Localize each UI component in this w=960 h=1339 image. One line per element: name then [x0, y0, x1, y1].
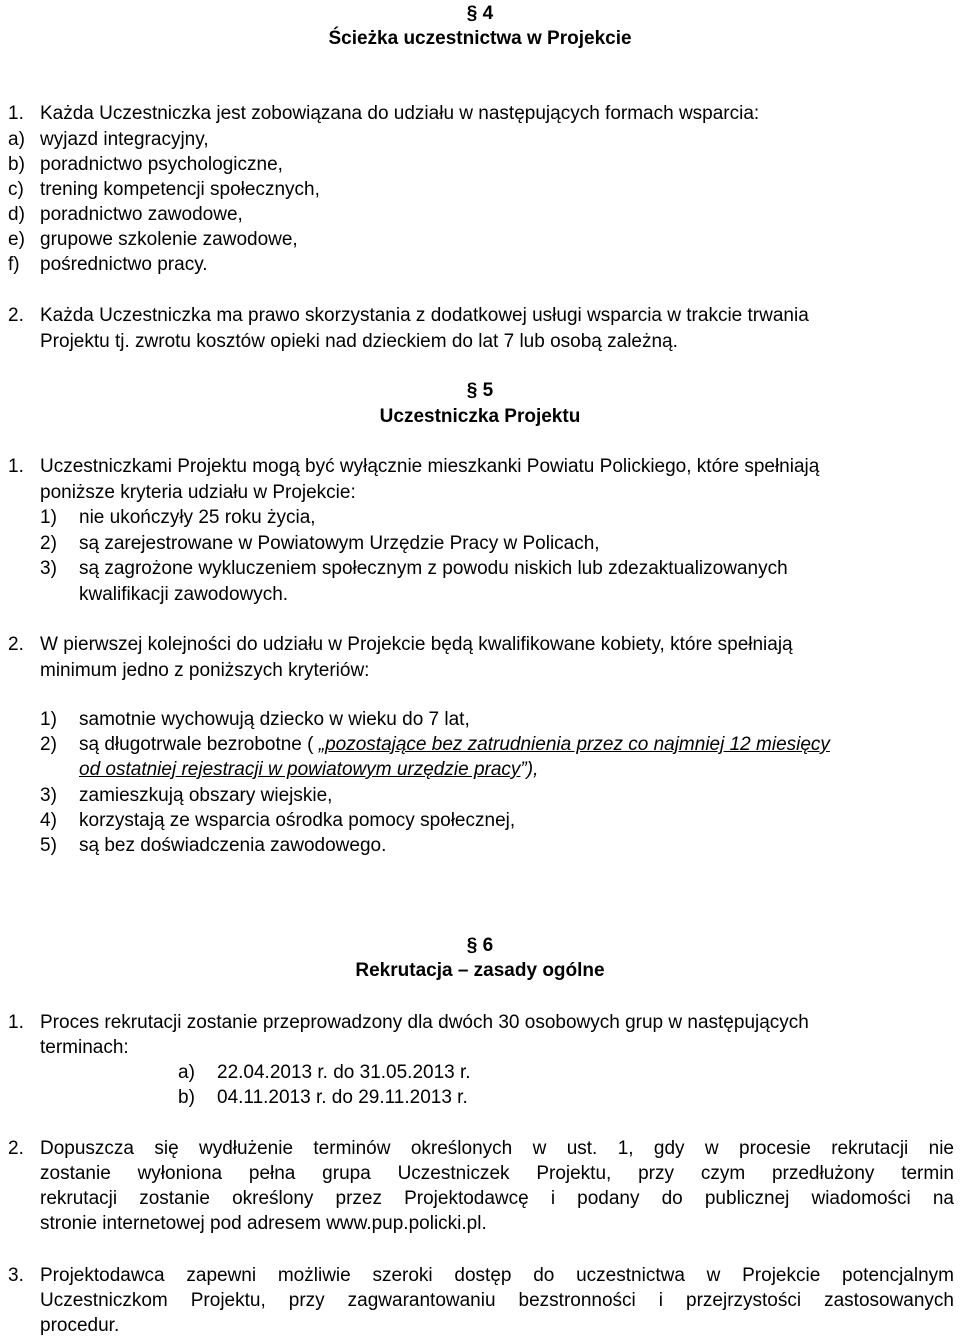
s5-p2-number: 2.: [8, 634, 24, 655]
s6-p2-line3: rekrutacji zostanie określony przez Projektodawcę i podany do publicznej wiadomości na: [40, 1188, 954, 1209]
s4-p2-line2: Projektu tj. zwrotu kosztów opieki nad dzieckiem do lat 7 lub osobą zależną.: [40, 331, 678, 352]
s6-p2-line1: Dopuszcza się wydłużenie terminów określonych w ust. 1, gdy w procesie rekrutacji nie: [40, 1138, 954, 1159]
s5-p2-line2: minimum jedno z poniższych kryteriów:: [40, 660, 370, 681]
list-item-label: 3): [40, 558, 57, 579]
section-5-title: Uczestniczka Projektu: [379, 406, 581, 427]
s6-p3-number: 3.: [8, 1265, 24, 1286]
list-item: 22.04.2013 r. do 31.05.2013 r.: [217, 1062, 471, 1083]
list-item: zamieszkują obszary wiejskie,: [79, 785, 333, 806]
list-item-text: są długotrwale bezrobotne (: [79, 734, 319, 755]
s6-p3-line3: procedur.: [40, 1315, 120, 1336]
section-5-number: § 5: [466, 380, 494, 401]
list-item-label: b): [178, 1087, 195, 1108]
list-item-label: 2): [40, 533, 57, 554]
s6-p2-line2: zostanie wyłoniona pełna grupa Uczestniczek Projektu, przy czym przedłużony termin: [40, 1163, 954, 1184]
list-item: wyjazd integracyjny,: [40, 129, 209, 150]
list-item: poradnictwo psychologiczne,: [40, 154, 283, 175]
list-item-label: 4): [40, 810, 57, 831]
list-item-label: 1): [40, 709, 57, 730]
section-6-title: Rekrutacja – zasady ogólne: [355, 960, 605, 981]
s4-p1-text: Każda Uczestniczka jest zobowiązana do udziału w następujących formach wsparcia:: [40, 103, 760, 124]
list-item-label: b): [8, 154, 25, 175]
s6-p3-line2: Uczestniczkom Projektu, przy zagwarantowaniu bezstronności i przejrzystości zastosowanych: [40, 1290, 954, 1311]
list-item: samotnie wychowują dziecko w wieku do 7 lat,: [79, 709, 470, 730]
s4-p1-number: 1.: [8, 103, 24, 124]
italic-quote-part2: od ostatniej rejestracji w powiatowym urzędzie pracy: [79, 759, 521, 780]
list-item: są bez doświadczenia zawodowego.: [79, 835, 387, 856]
s5-p2-line1: W pierwszej kolejności do udziału w Projekcie będą kwalifikowane kobiety, które spełniają: [40, 634, 793, 655]
list-item: są zagrożone wykluczeniem społecznym z powodu niskich lub zdezaktualizowanych: [79, 558, 788, 579]
list-item: nie ukończyły 25 roku życia,: [79, 507, 316, 528]
list-item: korzystają ze wsparcia ośrodka pomocy społecznej,: [79, 810, 516, 831]
s4-p2-number: 2.: [8, 305, 24, 326]
list-item: poradnictwo zawodowe,: [40, 204, 243, 225]
list-item: 04.11.2013 r. do 29.11.2013 r.: [217, 1087, 468, 1108]
s6-p2-line4: stronie internetowej pod adresem www.pup.policki.pl.: [40, 1213, 487, 1234]
list-item-label: 1): [40, 507, 57, 528]
italic-quote-part1: „pozostające bez zatrudnienia przez co najmniej 12 miesięcy: [318, 734, 830, 755]
section-4-number: § 4: [466, 3, 494, 24]
section-4-title: Ścieżka uczestnictwa w Projekcie: [328, 28, 632, 49]
list-item: pośrednictwo pracy.: [40, 254, 208, 275]
s5-p1-line1: Uczestniczkami Projektu mogą być wyłącznie mieszkanki Powiatu Polickiego, które spełniają: [40, 456, 820, 477]
list-item: [79, 734, 830, 756]
section-6-number: § 6: [466, 935, 494, 956]
s4-p2-line1: Każda Uczestniczka ma prawo skorzystania z dodatkowej usługi wsparcia w trakcie trwania: [40, 305, 809, 326]
list-item-label: 3): [40, 785, 57, 806]
italic-quote-close: ”),: [520, 759, 539, 780]
list-item-continuation: kwalifikacji zawodowych.: [79, 584, 289, 605]
list-item-label: 2): [40, 734, 57, 755]
list-item-label: 5): [40, 835, 57, 856]
s6-p3-line1: Projektodawca zapewni możliwie szeroki dostęp do uczestnictwa w Projekcie potencjalnym: [40, 1265, 954, 1286]
list-item: trening kompetencji społecznych,: [40, 179, 320, 200]
list-item-label: e): [8, 229, 25, 250]
s5-p1-line2: poniższe kryteria udziału w Projekcie:: [40, 482, 356, 503]
s5-p1-number: 1.: [8, 456, 24, 477]
s6-p1-line2: terminach:: [40, 1037, 129, 1058]
list-item: są zarejestrowane w Powiatowym Urzędzie Pracy w Policach,: [79, 533, 600, 554]
list-item: grupowe szkolenie zawodowe,: [40, 229, 298, 250]
list-item-continuation: [79, 759, 538, 781]
list-item-label: a): [8, 129, 25, 150]
list-item-label: d): [8, 204, 25, 225]
list-item-label: f): [8, 254, 20, 275]
list-item-label: c): [8, 179, 24, 200]
s6-p2-number: 2.: [8, 1138, 24, 1159]
list-item-label: a): [178, 1062, 195, 1083]
s6-p1-number: 1.: [8, 1012, 24, 1033]
s6-p1-line1: Proces rekrutacji zostanie przeprowadzony dla dwóch 30 osobowych grup w następujących: [40, 1012, 809, 1033]
